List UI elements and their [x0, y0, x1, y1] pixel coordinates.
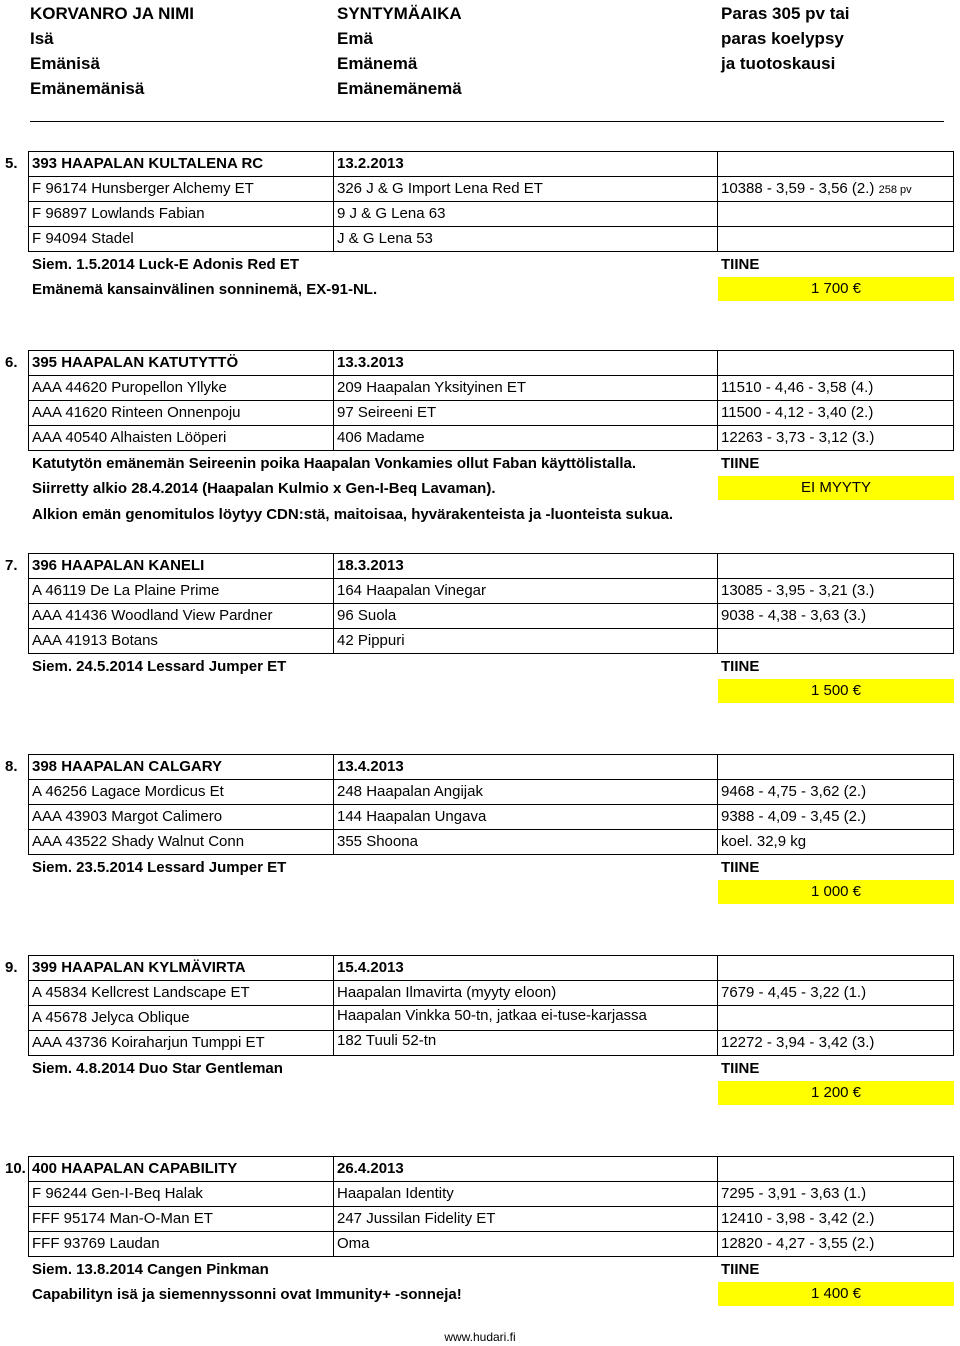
- dam-dam-sire: AAA 43736 Koiraharjun Tumppi ET: [32, 1034, 265, 1051]
- production: 11510 - 4,46 - 3,58 (4.): [721, 379, 874, 396]
- sire: AAA 44620 Puropellon Yllyke: [32, 379, 227, 396]
- footer-url[interactable]: www.hudari.fi: [444, 1330, 516, 1344]
- dam-production: 9038 - 4,38 - 3,63 (3.): [721, 607, 867, 624]
- dam: 248 Haapalan Angijak: [337, 783, 483, 800]
- note: Siem. 13.8.2014 Cangen Pinkman: [32, 1261, 269, 1278]
- note: Alkion emän genomitulos löytyy CDN:stä, maitoisaa, hyvärakenteista ja -luonteista sukua.: [32, 506, 674, 523]
- price: 1 400 €: [810, 1285, 862, 1302]
- note: Siem. 24.5.2014 Lessard Jumper ET: [32, 658, 287, 675]
- note: Siem. 1.5.2014 Luck-E Adonis Red ET: [32, 256, 300, 273]
- header-col2-2: Emänemä: [337, 54, 418, 73]
- dam-dam-dam: J & G Lena 53: [337, 230, 433, 247]
- header-col2-3: Emänemänemä: [337, 79, 462, 98]
- note: Capabilityn isä ja siemennyssonni ovat Immunity+ -sonneja!: [32, 1286, 462, 1303]
- status: TIINE: [721, 658, 760, 675]
- animal-title: 395 HAAPALAN KATUTYTTÖ: [32, 354, 239, 371]
- dam: 326 J & G Import Lena Red ET: [337, 180, 543, 197]
- dam-sire: A 45678 Jelyca Oblique: [32, 1009, 190, 1026]
- sire: F 96174 Hunsberger Alchemy ET: [32, 180, 254, 197]
- production: 13085 - 3,95 - 3,21 (3.): [721, 582, 875, 599]
- header-col1-0: KORVANRO JA NIMI: [30, 4, 195, 23]
- dam-dam-dam: 406 Madame: [337, 429, 425, 446]
- dam: Haapalan Identity: [337, 1185, 454, 1202]
- dam-sire: AAA 41620 Rinteen Onnenpoju: [32, 404, 241, 421]
- dam-dam-dam: 182 Tuuli 52-tn: [337, 1032, 437, 1049]
- animal-title: 396 HAAPALAN KANELI: [32, 557, 205, 574]
- section-number: 8.: [5, 758, 18, 775]
- sire: A 45834 Kellcrest Landscape ET: [32, 984, 250, 1001]
- dam-dam-production: 12263 - 3,73 - 3,12 (3.): [721, 429, 875, 446]
- birth-date: 26.4.2013: [337, 1160, 404, 1177]
- header-col3-1: paras koelypsy: [721, 29, 844, 48]
- production-value: 10388 - 3,59 - 3,56 (2.): [721, 180, 875, 197]
- dam-dam-sire: F 94094 Stadel: [32, 230, 134, 247]
- header-col3-2: ja tuotoskausi: [721, 54, 836, 73]
- price: 1 700 €: [810, 280, 862, 297]
- header-divider: [30, 121, 944, 122]
- dam-dam-sire: AAA 40540 Alhaisten Lööperi: [32, 429, 227, 446]
- header-col2-1: Emä: [337, 29, 373, 48]
- dam: 164 Haapalan Vinegar: [337, 582, 487, 599]
- birth-date: 13.2.2013: [337, 155, 404, 172]
- header-col1-1: Isä: [30, 29, 54, 48]
- price: 1 500 €: [810, 682, 862, 699]
- animal-title: 393 HAAPALAN KULTALENA RC: [32, 155, 264, 172]
- note: Emänemä kansainvälinen sonninemä, EX-91-NL.: [32, 281, 378, 298]
- dam-production: 9388 - 4,09 - 3,45 (2.): [721, 808, 867, 825]
- section-number: 5.: [5, 155, 18, 172]
- dam-dam: 9 J & G Lena 63: [337, 205, 446, 222]
- dam-dam: 97 Seireeni ET: [337, 404, 437, 421]
- dam-dam: 144 Haapalan Ungava: [337, 808, 487, 825]
- status: TIINE: [721, 455, 760, 472]
- dam-sire: AAA 41436 Woodland View Pardner: [32, 607, 273, 624]
- note: Siem. 23.5.2014 Lessard Jumper ET: [32, 859, 287, 876]
- price: 1 200 €: [810, 1084, 862, 1101]
- dam-production: 12410 - 3,98 - 3,42 (2.): [721, 1210, 875, 1227]
- dam-dam: 247 Jussilan Fidelity ET: [337, 1210, 496, 1227]
- production: 7295 - 3,91 - 3,63 (1.): [721, 1185, 867, 1202]
- section-number: 10.: [5, 1160, 26, 1177]
- dam-dam-sire: AAA 41913 Botans: [32, 632, 158, 649]
- header-col1-3: Emänemänisä: [30, 79, 145, 98]
- section-number: 9.: [5, 959, 18, 976]
- dam-sire: F 96897 Lowlands Fabian: [32, 205, 205, 222]
- birth-date: 13.4.2013: [337, 758, 404, 775]
- note: Siem. 4.8.2014 Duo Star Gentleman: [32, 1060, 283, 1077]
- dam-dam: Haapalan Vinkka 50-tn, jatkaa ei-tuse-karjassa: [337, 1007, 647, 1024]
- header-col1-2: Emänisä: [30, 54, 100, 73]
- dam: Haapalan Ilmavirta (myyty eloon): [337, 984, 557, 1001]
- production: [721, 180, 912, 197]
- birth-date: 15.4.2013: [337, 959, 404, 976]
- dam-dam-sire: FFF 93769 Laudan: [32, 1235, 160, 1252]
- dam-dam-dam: Oma: [337, 1235, 370, 1252]
- dam-dam-dam: 355 Shoona: [337, 833, 418, 850]
- price: EI MYYTY: [800, 479, 871, 496]
- birth-date: 18.3.2013: [337, 557, 404, 574]
- dam-sire: FFF 95174 Man-O-Man ET: [32, 1210, 213, 1227]
- sire: A 46256 Lagace Mordicus Et: [32, 783, 224, 800]
- dam-dam-production: 12272 - 3,94 - 3,42 (3.): [721, 1034, 875, 1051]
- animal-title: 398 HAAPALAN CALGARY: [32, 758, 223, 775]
- production: 9468 - 4,75 - 3,62 (2.): [721, 783, 867, 800]
- status: TIINE: [721, 859, 760, 876]
- note: Katutytön emänemän Seireenin poika Haapalan Vonkamies ollut Faban käyttölistalla.: [32, 455, 637, 472]
- status: TIINE: [721, 1261, 760, 1278]
- status: TIINE: [721, 1060, 760, 1077]
- dam-dam-production: 12820 - 4,27 - 3,55 (2.): [721, 1235, 875, 1252]
- dam-dam-production: koel. 32,9 kg: [721, 833, 807, 850]
- animal-title: 399 HAAPALAN KYLMÄVIRTA: [32, 959, 246, 976]
- price: 1 000 €: [810, 883, 862, 900]
- status: TIINE: [721, 256, 760, 273]
- dam-dam: 96 Suola: [337, 607, 397, 624]
- dam-production: 11500 - 4,12 - 3,40 (2.): [721, 404, 874, 421]
- sire: F 96244 Gen-I-Beq Halak: [32, 1185, 203, 1202]
- dam: 209 Haapalan Yksityinen ET: [337, 379, 527, 396]
- production-days: 258 pv: [878, 184, 912, 196]
- birth-date: 13.3.2013: [337, 354, 404, 371]
- section-number: 6.: [5, 354, 18, 371]
- dam-sire: AAA 43903 Margot Calimero: [32, 808, 223, 825]
- note: Siirretty alkio 28.4.2014 (Haapalan Kulmio x Gen-I-Beq Lavaman).: [32, 480, 496, 497]
- header-col2-0: SYNTYMÄAIKA: [337, 4, 462, 23]
- production: 7679 - 4,45 - 3,22 (1.): [721, 984, 867, 1001]
- sire: A 46119 De La Plaine Prime: [32, 582, 220, 599]
- header-col3-0: Paras 305 pv tai: [721, 4, 850, 23]
- dam-dam-dam: 42 Pippuri: [337, 632, 405, 649]
- animal-title: 400 HAAPALAN CAPABILITY: [32, 1160, 238, 1177]
- dam-dam-sire: AAA 43522 Shady Walnut Conn: [32, 833, 245, 850]
- section-number: 7.: [5, 557, 18, 574]
